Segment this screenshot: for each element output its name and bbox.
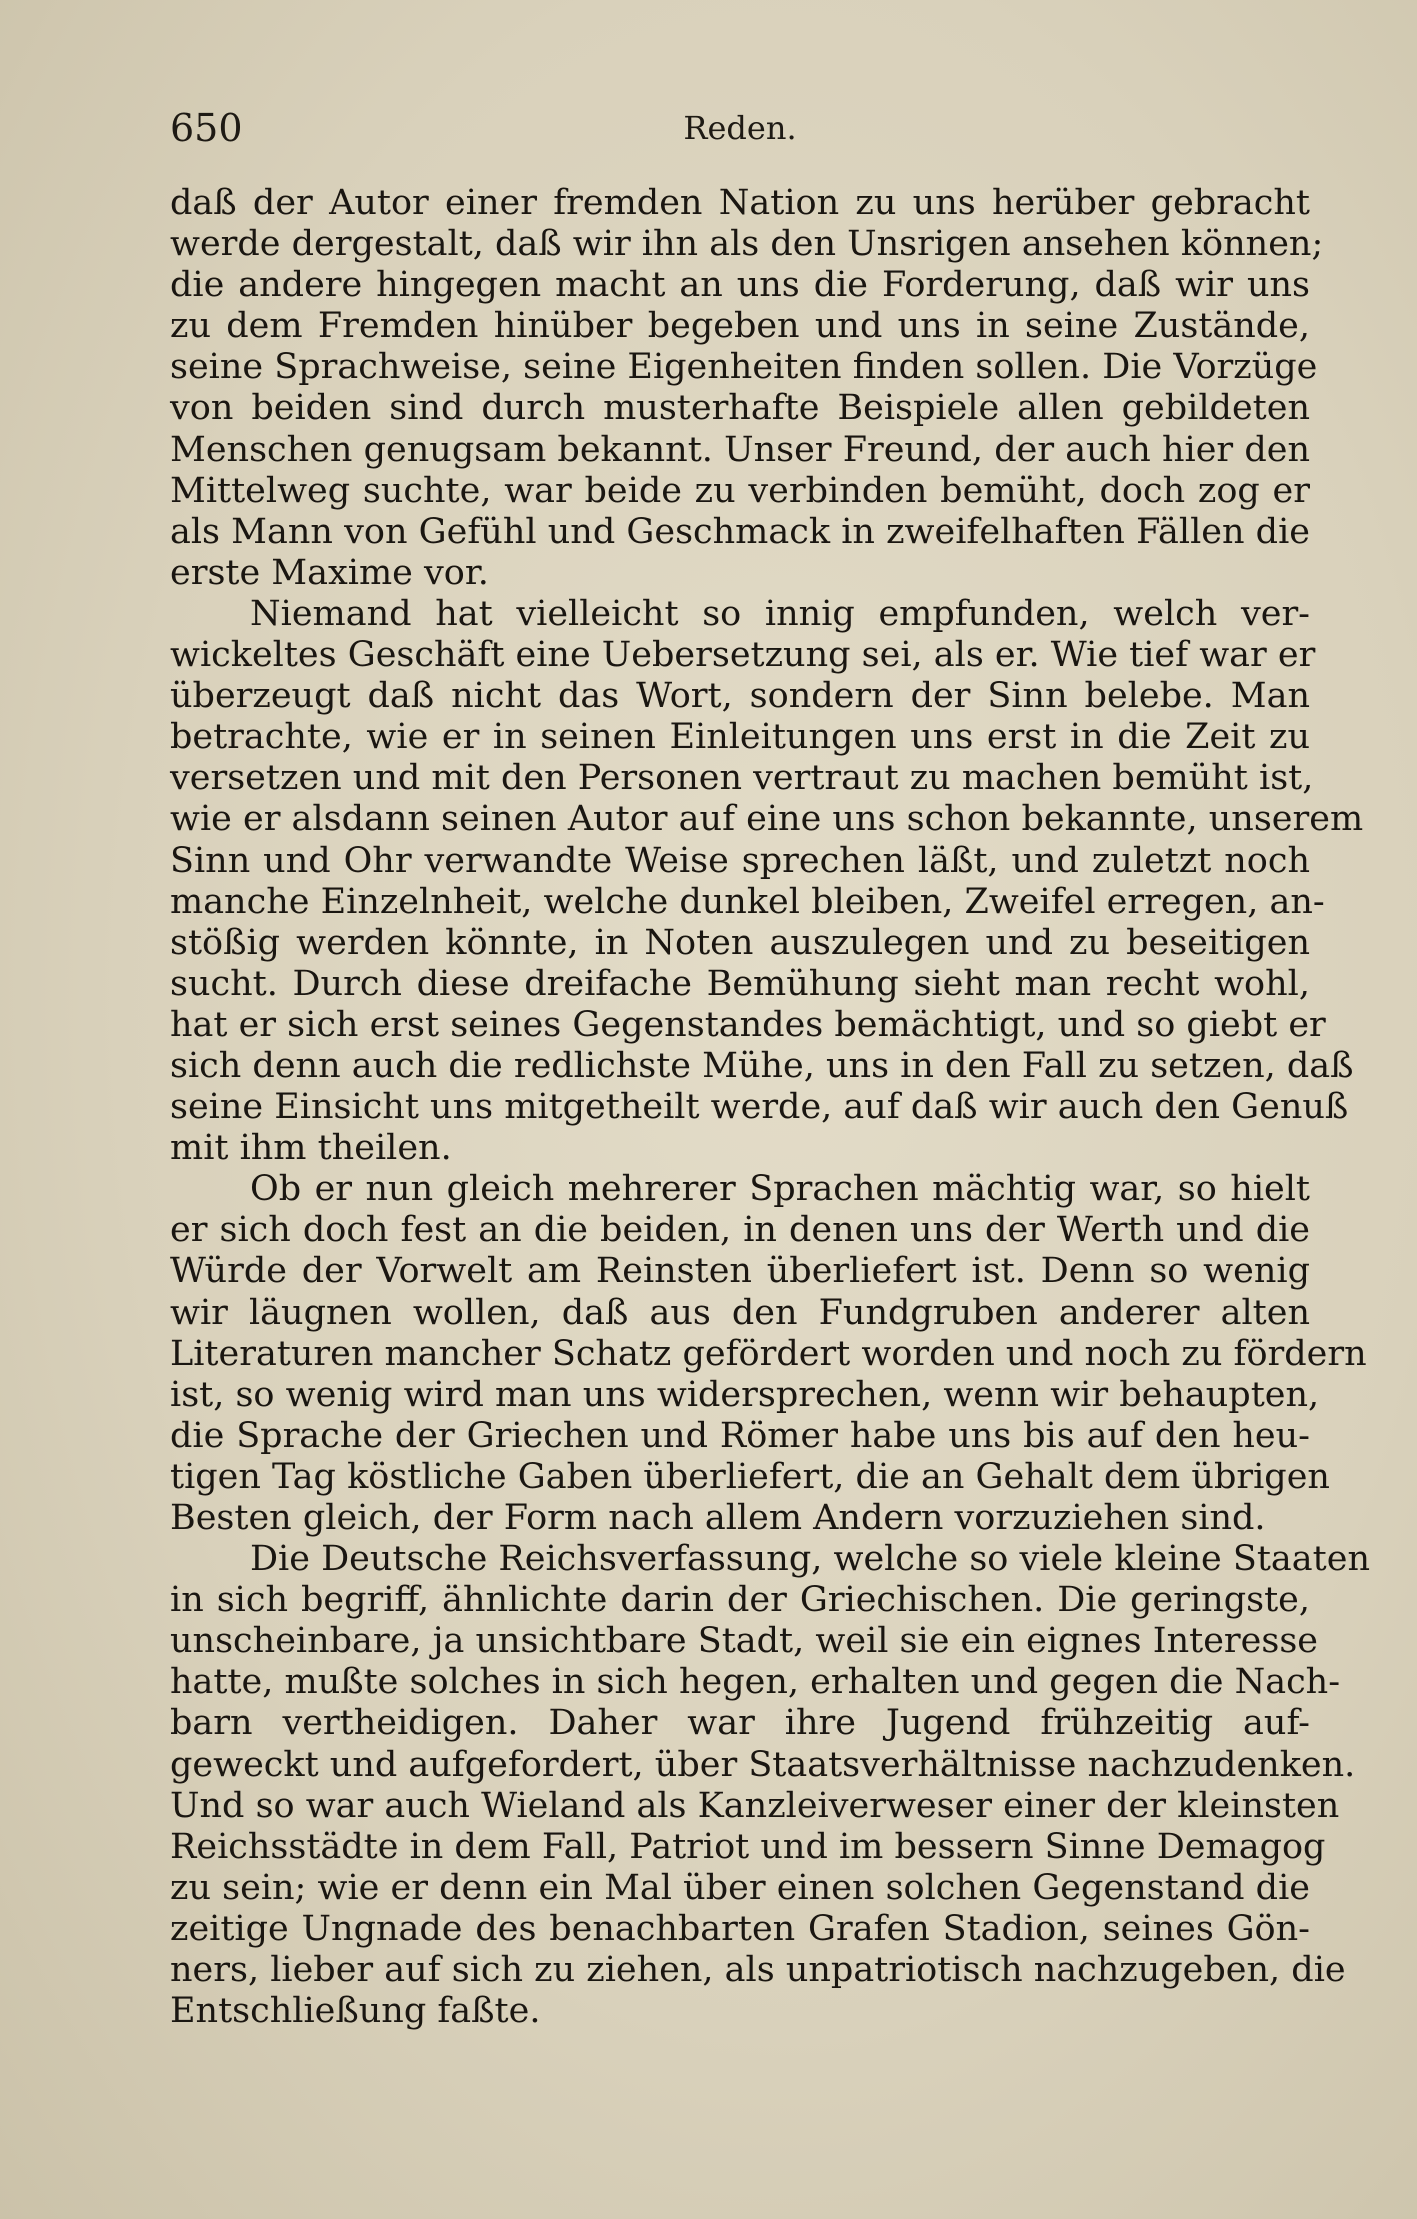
text-line: die andere hingegen macht an uns die Forderung, daß wir uns (170, 265, 1310, 306)
paragraph (170, 183, 1324, 594)
text-line: er sich doch fest an die beiden, in denen uns der Werth und die (170, 1210, 1310, 1251)
text-line: Literaturen mancher Schatz gefördert worden und noch zu fördern (170, 1333, 1367, 1374)
text-line: daß der Autor einer fremden Nation zu uns herüber gebracht (170, 183, 1310, 223)
text-line: stößig werden könnte, in Noten auszulegen und zu beseitigen (170, 922, 1310, 963)
text-line: als Mann von Gefühl und Geschmack in zweifelhaften Fällen die (170, 511, 1310, 552)
paragraph (170, 1169, 1367, 1539)
paragraph (170, 1539, 1370, 2032)
text-line: manche Einzelnheit, welche dunkel bleiben, Zweifel erregen, an- (170, 881, 1325, 922)
text-line: Reichsstädte in dem Fall, Patriot und im bessern Sinne Demagog (170, 1826, 1326, 1867)
page-number: 650 (170, 106, 243, 150)
text-line: wir läugnen wollen, daß aus den Fundgruben anderer alten (170, 1292, 1310, 1333)
running-head: Reden. (683, 109, 797, 147)
body-text (170, 183, 1370, 2032)
text-line: erste Maxime vor. (170, 552, 489, 593)
text-line: Würde der Vorwelt am Reinsten überliefert ist. Denn so wenig (170, 1251, 1310, 1292)
text-line: barn vertheidigen. Daher war ihre Jugend frühzeitig auf- (170, 1703, 1310, 1744)
text-line: ners, lieber auf sich zu ziehen, als unpatriotisch nachzugeben, die (170, 1950, 1346, 1991)
text-line: betrachte, wie er in seinen Einleitungen uns erst in die Zeit zu (170, 717, 1310, 758)
text-line: Niemand hat vielleicht so innig empfunden, welch ver- (250, 593, 1310, 634)
paragraph (170, 593, 1364, 1169)
text-line: die Sprache der Griechen und Römer habe uns bis auf den heu- (170, 1415, 1310, 1456)
text-line: zu sein; wie er denn ein Mal über einen solchen Gegenstand die (170, 1867, 1310, 1908)
text-line: Besten gleich, der Form nach allem Andern vorzuziehen sind. (170, 1498, 1266, 1538)
text-line: werde dergestalt, daß wir ihn als den Unsrigen ansehen können; (170, 224, 1324, 265)
text-line: sich denn auch die redlichste Mühe, uns in den Fall zu setzen, daß (170, 1045, 1354, 1086)
text-line: hatte, mußte solches in sich hegen, erhalten und gegen die Nach- (170, 1662, 1341, 1703)
text-line: seine Einsicht uns mitgetheilt werde, auf daß wir auch den Genuß (170, 1087, 1349, 1128)
text-line: Die Deutsche Reichsverfassung, welche so viele kleine Staaten (250, 1539, 1370, 1580)
text-line: sucht. Durch diese dreifache Bemühung sieht man recht wohl, (170, 963, 1310, 1004)
text-line: versetzen und mit den Personen vertraut zu machen bemüht ist, (170, 758, 1314, 799)
text-line: ist, so wenig wird man uns widersprechen, wenn wir behaupten, (170, 1374, 1320, 1415)
text-line: Ob er nun gleich mehrerer Sprachen mächtig war, so hielt (250, 1169, 1310, 1210)
text-line: in sich begriff, ähnlichte darin der Griechischen. Die geringste, (170, 1580, 1310, 1621)
text-line: hat er sich erst seines Gegenstandes bemächtigt, und so giebt er (170, 1004, 1326, 1045)
text-line: zu dem Fremden hinüber begeben und uns in seine Zustände, (170, 306, 1310, 347)
text-line: Mittelweg suchte, war beide zu verbinden bemüht, doch zog er (170, 470, 1310, 511)
text-line: von beiden sind durch musterhafte Beispiele allen gebildeten (170, 388, 1310, 429)
text-line: wickeltes Geschäft eine Uebersetzung sei, als er. Wie tief war er (170, 635, 1316, 676)
text-line: tigen Tag köstliche Gaben überliefert, die an Gehalt dem übrigen (170, 1456, 1330, 1497)
text-line: Sinn und Ohr verwandte Weise sprechen läßt, und zuletzt noch (170, 840, 1310, 881)
text-line: zeitige Ungnade des benachbarten Grafen Stadion, seines Gön- (170, 1908, 1310, 1949)
text-line: geweckt und aufgefordert, über Staatsverhältnisse nachzudenken. (170, 1744, 1356, 1785)
page-header (170, 102, 1310, 154)
text-line: Menschen genugsam bekannt. Unser Freund, der auch hier den (170, 429, 1310, 470)
text-line: Entschließung faßte. (170, 1991, 541, 2032)
text-line: mit ihm theilen. (170, 1128, 452, 1169)
text-line: Und so war auch Wieland als Kanzleiverweser einer der kleinsten (170, 1785, 1340, 1826)
text-line: überzeugt daß nicht das Wort, sondern der Sinn belebe. Man (170, 676, 1310, 717)
text-line: seine Sprachweise, seine Eigenheiten finden sollen. Die Vorzüge (170, 347, 1318, 388)
text-line: wie er alsdann seinen Autor auf eine uns schon bekannte, unserem (170, 799, 1364, 840)
text-line: unscheinbare, ja unsichtbare Stadt, weil sie ein eignes Interesse (170, 1621, 1318, 1662)
